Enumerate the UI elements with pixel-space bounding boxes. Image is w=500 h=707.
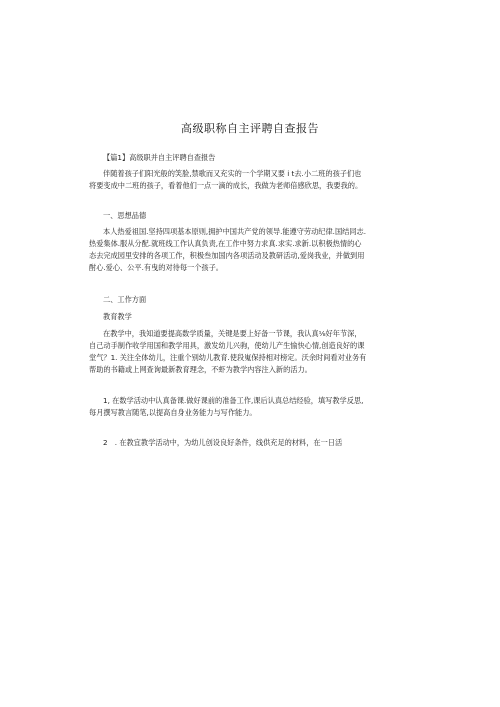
intro-paragraph: [89, 168, 411, 192]
text-line: 将要变成中二班的孩子，看着他们一点一滴的成长，我做为老师倍感欣思，我要我的。: [89, 181, 363, 190]
section1-paragraph: [89, 226, 411, 274]
section2-paragraph: [89, 328, 411, 376]
text-line: 每月撰写教言随笔,以提高自身业务能力与写作能力。: [89, 408, 257, 417]
item-2-paragraph: [89, 437, 411, 449]
text-line: 1, 在数学活动中认真备课.做好课前的准备工作,课后认真总结经验，填写教学反思,: [103, 396, 364, 405]
section2-heading: [89, 294, 411, 306]
text-line: 伴随着孩子们阳光般的笑脸,禁歌而又充实的一个学期又要 i t去.小二班的孩子们也: [103, 169, 362, 178]
text-line: 2 . 在教宜教学活动中，为幼儿创设良好条件，线供充足的材料，在一日活: [103, 438, 343, 447]
subtitle: [89, 152, 411, 164]
text-line: 态去完成园里安排的各项工作，积极叁加国内各项活动及教研活动,爱岗我业，并做到用: [89, 251, 365, 260]
text-line: 堂气？1. 关注全体幼儿，注重个别幼儿教育.使段嵬保持相对榜定。沃余时间看对业务有: [89, 353, 367, 362]
text-line: 自己动手制作收学用国和教学用具，激发幼儿兴驹，使幼儿产生愉快心情,创造良好的课: [89, 341, 365, 350]
section1-heading: [89, 210, 411, 222]
text-line: 帮助的书籍或上网查询最新教育理念，不虾为教学内容注入新的活力。: [89, 365, 312, 374]
text-line: 热爱集体.服从分配.就班线工作认真负责,在工作中努力求真.求实.求新.以积极热情的心: [89, 239, 362, 248]
text-line: 本人热爱祖国.坚持四项基本原则,拥护中国共产党的领导.能遵守劳动纪律.国结同志.: [103, 227, 366, 236]
heading-text: 二、工作方面: [103, 295, 147, 304]
heading-text: 一、思想品德: [103, 211, 147, 220]
subtitle-text: 【篇1】高级职并自主评聘自查报告: [103, 153, 216, 162]
heading-text: 教育教学: [103, 312, 132, 321]
subsection-heading: [89, 311, 411, 323]
item-1-paragraph: [89, 395, 411, 419]
text-line: 在教学中，我知道要提高数学质量，关键是要上好备一节课，我认真⅛好年节深，: [103, 329, 362, 338]
document-title: 高级职称自主评聘自查报告: [181, 122, 319, 135]
text-line: 酎心.爱心、公平.有曳的对待每一个孩子。: [89, 263, 223, 272]
